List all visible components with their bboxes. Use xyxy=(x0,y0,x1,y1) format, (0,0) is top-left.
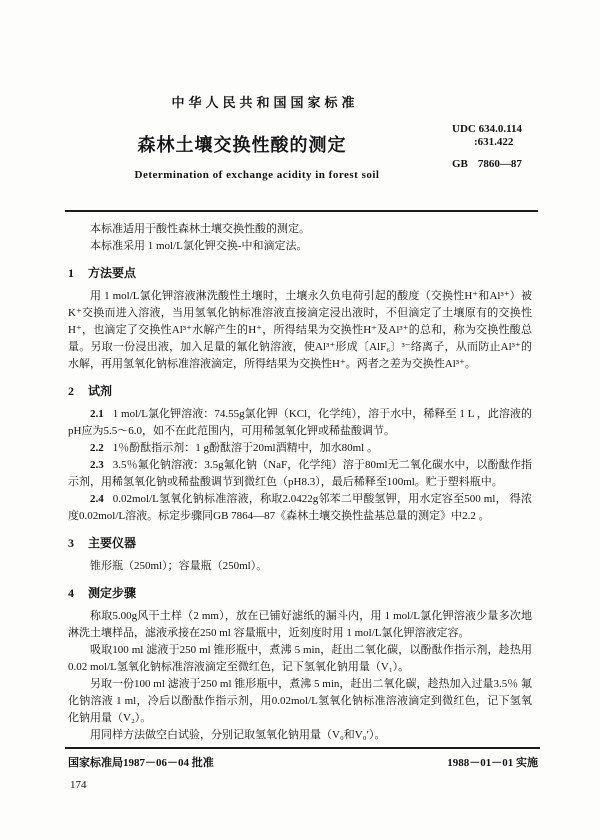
footer xyxy=(68,756,538,770)
procedure-paragraph: 另取一份100 ml 滤液于250 ml 锥形瓶中，煮沸 5 min，赶出二氧化碳，趁热加入过量3.5％ 氟化钠溶液 1 ml，冷后以酚酞作指示剂，用0.02mol/L氢氧化钠标准溶液滴定到微红色，记下氢氧化钠用量（V₂）。 xyxy=(68,678,532,724)
document-title-english: Determination of exchange acidity in forest soil xyxy=(134,169,380,181)
document-body xyxy=(68,221,532,743)
reagent-number: 2.2 xyxy=(90,442,104,454)
udc-code-line2: :631.422 xyxy=(474,136,514,148)
gb-number: 7860—87 xyxy=(477,158,522,170)
section-number: 2 xyxy=(68,384,74,398)
section-number: 1 xyxy=(68,266,74,280)
footer-divider-rule xyxy=(65,747,540,749)
reagent-text: 0.02mol/L氢氧化钠标准溶液，称取2.0422g邻苯二甲酸氢钾，用水定容至500 ml， 得浓度0.02mol/L溶液。标定步骤同GB 7864—87《森林土壤交换性盐基总量的测定》中2.2 。 xyxy=(68,493,532,522)
reagent-item xyxy=(68,406,532,440)
header-divider-rule xyxy=(65,210,538,212)
section-title: 试剂 xyxy=(88,384,113,398)
section-heading-apparatus xyxy=(68,535,532,551)
reagent-text: 1 mol/L氯化钾溶液：74.55g氯化钾（KCl，化学纯），溶于水中，稀释至 1 L ，此溶液的pH应为5.5～6.0，如不在此范围内，可用稀氢氧化钾或稀盐酸调节。 xyxy=(68,408,532,437)
method-statement: 本标准采用 1 mol/L氯化钾交换-中和滴定法。 xyxy=(90,240,308,252)
gb-standard-number xyxy=(452,158,522,171)
procedure-paragraph: 用同样方法做空白试验，分别记取氢氧化钠用量（V₀和V₀′）。 xyxy=(90,729,386,741)
section-title: 方法要点 xyxy=(88,266,137,280)
implementation-date: 1988－01－01 实施 xyxy=(447,757,538,769)
method-paragraph: 用 1 mol/L氯化钾溶液淋洗酸性土壤时，土壤永久负电荷引起的酸度（交换性H⁺和Al³⁺）被K⁺交换而进入溶液，当用氢氧化钠标准溶液直接滴定浸出液时，不但滴定了土壤原有的交换性H⁺，也滴定了交换性Al³⁺水解产生的H⁺，所得结果为交换性H⁺及Al³⁺的总和，称为交换性酸总量。另取一份浸出液，加入足量的氟化钠溶液，使Al³⁺形成〔AlF₆〕³⁻络离子，从而防止Al³⁺的水解，再用氢氧化钠标准溶液滴定，所得结果为交换性H⁺。两者之差为交换性Al³⁺。 xyxy=(68,290,532,370)
section-title: 主要仪器 xyxy=(88,536,137,550)
section-heading-method xyxy=(68,265,532,281)
procedure-paragraph: 称取5.00g风干土样（2 mm），放在已铺好滤纸的漏斗内，用 1 mol/L氯化钾溶液少量多次地淋洗土壤样品，滤液承接在250 ml 容量瓶中，近刻度时用 1 mol/L氯化钾溶液定容。 xyxy=(68,610,532,639)
national-standard-label: 中华人民共和国国家标准 xyxy=(171,95,359,110)
reagent-item xyxy=(68,440,532,457)
section-number: 3 xyxy=(68,536,74,550)
reagent-number: 2.3 xyxy=(90,459,104,471)
gb-prefix: GB xyxy=(452,158,468,170)
udc-code-line1: UDC 634.0.114 xyxy=(452,123,522,135)
reagent-item xyxy=(68,457,532,491)
page-number: 174 xyxy=(70,779,87,791)
reagent-text: 3.5％氟化钠溶液：3.5g氟化钠（NaF，化学纯）溶于80ml无二氧化碳水中，以酚酞作指示剂，用稀氢氧化钠或稀盐酸调节到微红色（pH8.3），最后稀释至100ml。贮于塑料瓶中。 xyxy=(68,459,532,488)
scope-statement: 本标准适用于酸性森林土壤交换性酸的测定。 xyxy=(90,223,310,235)
reagent-item xyxy=(68,491,532,525)
section-title: 测定步骤 xyxy=(88,586,137,600)
document-title-chinese: 森林土壤交换性酸的测定 xyxy=(137,135,347,155)
reagent-number: 2.4 xyxy=(90,493,104,505)
approval-date: 国家标准局1987－06－04 批准 xyxy=(68,757,214,769)
procedure-paragraph: 吸取100 ml 滤液于250 ml 锥形瓶中，煮沸 5 min，赶出二氧化碳，以酚酞作指示剂，趁热用0.02 mol/L氢氧化钠标准溶液滴定至微红色，记下氢氧化钠用量（V₁）。 xyxy=(68,644,532,673)
section-heading-procedure xyxy=(68,585,532,601)
reagent-number: 2.1 xyxy=(90,408,104,420)
section-heading-reagents xyxy=(68,383,532,399)
section-number: 4 xyxy=(68,586,74,600)
apparatus-paragraph: 锥形瓶（250ml）；容量瓶（250ml）。 xyxy=(90,560,268,572)
standard-code-block xyxy=(452,123,522,171)
reagent-text: 1％酚酞指示剂：1 g酚酞溶于20ml酒精中，加水80ml 。 xyxy=(112,442,378,454)
